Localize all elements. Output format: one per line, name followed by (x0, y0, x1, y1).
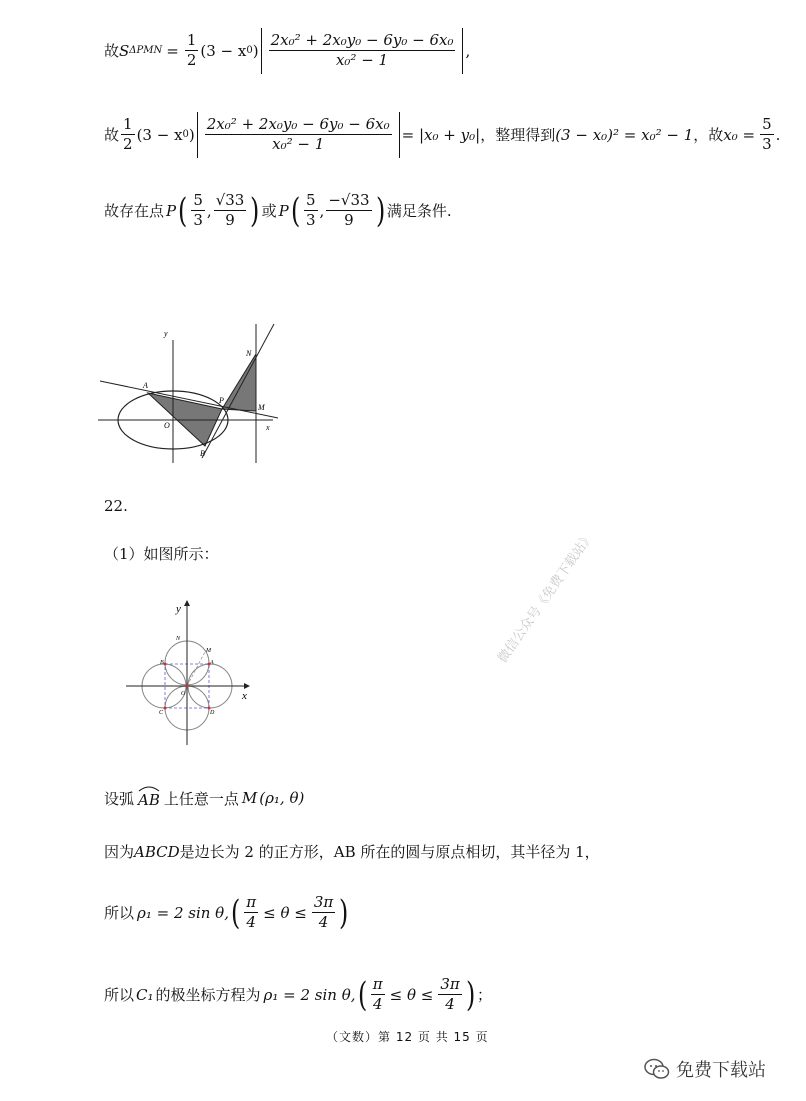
label-y: y (176, 603, 181, 615)
points-conclusion: 故存在点 P ( $\frac{5}{3}$ , $\frac{√33}{9}$ ) 或 P ( $\frac{5}{3}$ , $\frac{-√33}{9}$ ) 满足条件. (104, 190, 452, 231)
equation-area: 故 S ΔPMN = $\frac{1}{2}$ (3 − x 0 ) $\frac{\text{2x₀² + 2x₀y₀ − 6y₀ − 6x₀}}{\text{x₀² − 1}}$ , (104, 28, 470, 74)
comma: , (465, 41, 471, 60)
label-y: y (164, 329, 168, 338)
absolute-value: $\frac{\text{2x₀² + 2x₀y₀ − 6y₀ − 6x₀}}{\text{x₀² − 1}}$ (197, 112, 400, 158)
shaded-triangle-right (222, 354, 256, 411)
label-O: O (181, 691, 186, 697)
polar-equation-C1: 所以 C₁ 的极坐标方程为 ρ₁ = 2 sin θ, ( $\frac{\pi}{4}$ ≤ θ ≤ $\frac{3\pi}{4}$ ) ； (104, 974, 493, 1015)
label-M: M (258, 403, 265, 412)
ray-OM (187, 650, 206, 686)
result-equation: (3 − x₀)² = x₀² − 1 (555, 125, 694, 144)
wechat-brand (644, 1056, 766, 1082)
text: ，整理得到 (480, 126, 556, 145)
label-x: x (242, 690, 247, 702)
label-A: A (143, 381, 148, 390)
brand-name: 免费下载站 (676, 1060, 766, 1081)
arc-AB: AB (138, 787, 160, 809)
figure-ellipse-area (98, 318, 284, 468)
label-C: C (159, 710, 164, 716)
label-O: O (164, 421, 170, 430)
fraction-half: $\frac{1}{2}$ (123, 115, 133, 154)
label-N: N (176, 636, 181, 642)
label-B: B (160, 660, 164, 666)
subscript: ΔPMN (129, 45, 163, 57)
figure-four-circles (124, 600, 256, 750)
fraction-half: $\frac{1}{2}$ (186, 31, 197, 70)
symbol-S: S (119, 41, 130, 60)
rho-equation: 所以 ρ₁ = 2 sin θ, ( $\frac{\pi}{4}$ ≤ θ ≤ $\frac{3\pi}{4}$ ) (104, 892, 349, 933)
question-number: 22. (104, 497, 128, 515)
label-D: D (210, 710, 215, 716)
absolute-value: $\frac{\text{2x₀² + 2x₀y₀ − 6y₀ − 6x₀}}{\text{x₀² − 1}}$ (261, 28, 464, 74)
square-statement: 因为 ABCD 是边长为 2 的正方形，AB 所在的圆与原点相切，其半径为 1， (104, 842, 600, 861)
equation-simplify: 故 $\frac{1}{2}$ (3 − x 0 ) $\frac{\text{2x₀² + 2x₀y₀ − 6y₀ − 6x₀}}{\text{x₀² − 1}}$ = |x₀ + y₀| ，整理得到 (3 − x₀)² = x₀² − 1 ，故 x₀ = $\frac{5}{3}$ . (104, 112, 780, 158)
arc-point-line: 设弧 AB 上任意一点 M (ρ₁, θ) (104, 789, 305, 809)
part1-heading: （1）如图所示： (104, 545, 219, 563)
wechat-icon (644, 1058, 670, 1080)
label-B: B (200, 449, 205, 458)
rhs: = |x₀ + y₀| (401, 125, 481, 144)
label-P: P (219, 396, 224, 405)
label-M: M (206, 648, 211, 654)
watermark: 微信公众号《免费下载站》 (495, 529, 598, 666)
label-x: x (266, 423, 270, 432)
page-footer: （文数）第 12 页 共 15 页 (326, 1030, 489, 1044)
label-N: N (246, 349, 252, 358)
line-BN (202, 324, 274, 458)
text: 故 (104, 42, 120, 61)
factor: (3 − x (200, 41, 247, 60)
answer-fraction: $\frac{5}{3}$ (762, 115, 772, 154)
label-A: A (210, 660, 214, 666)
